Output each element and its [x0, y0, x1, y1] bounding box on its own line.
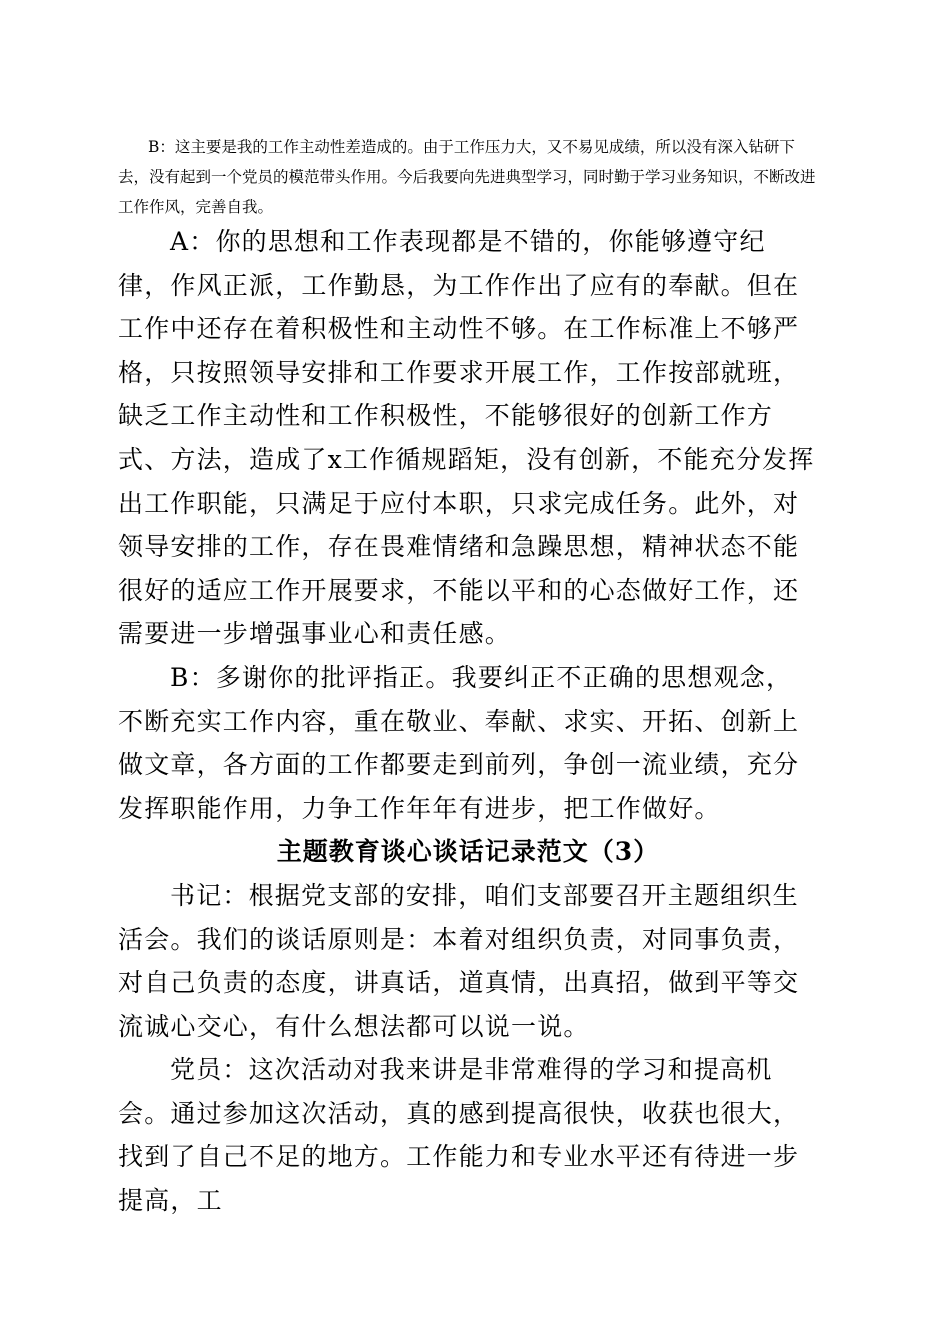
paragraph-secretary: 书记：根据党支部的安排，咱们支部要召开主题组织生活会。我们的谈话原则是：本着对组织负责，对同事负责，对自己负责的态度，讲真话，道真情，出真招，做到平等交流诚心交心，有什么想法都可以说一说。	[118, 880, 800, 1041]
paragraph-party-member: 党员：这次活动对我来讲是非常难得的学习和提高机会。通过参加这次活动，真的感到提高很快，收获也很大，找到了自己不足的地方。工作能力和专业水平还有待进一步提高，工	[118, 1055, 800, 1216]
paragraph-a-feedback: A：你的思想和工作表现都是不错的，你能够遵守纪律，作风正派，工作勤恳，为工作作出了应有的奉献。但在工作中还存在着积极性和主动性不够。在工作标准上不够严格，只按照领导安排和工作要求开展工作，工作按部就班，缺乏工作主动性和工作积极性，不能够很好的创新工作方式、方法，造成了x工作循规蹈矩，没有创新，不能充分发挥出工作职能，只满足于应付本职，只求完成任务。此外，对领导安排的工作，存在畏难情绪和急躁思想，精神状态不能很好的适应工作开展要求，不能以平和的心态做好工作，还需要进一步增强事业心和责任感。	[118, 227, 815, 649]
section-title: 主题教育谈心谈话记录范文（3）	[276, 837, 660, 867]
document-body	[118, 220, 818, 1223]
paragraph-b-response: B：多谢你的批评指正。我要纠正不正确的思想观念，不断充实工作内容，重在敬业、奉献、求实、开拓、创新上做文章，各方面的工作都要走到前列，争创一流业绩，充分发挥职能作用，力争工作年年有进步，把工作做好。	[118, 662, 800, 823]
intro-paragraph: B：这主要是我的工作主动性差造成的。由于工作压力大，又不易见成绩，所以没有深入钻研下 去，没有起到一个党员的模范带头作用。今后我要向先进典型学习，同时勤于学习业务知识，不断改进工作作风，完善自我。	[118, 138, 816, 216]
